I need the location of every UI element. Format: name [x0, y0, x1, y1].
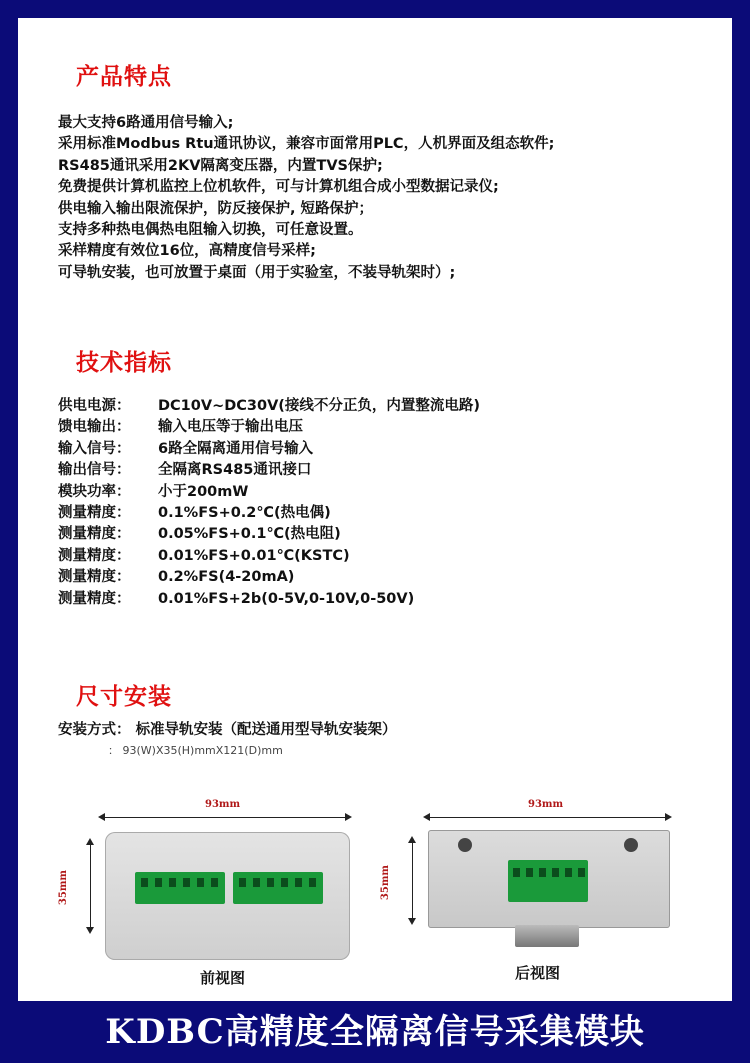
spec-label: 测量精度：	[58, 569, 131, 586]
feature-item: 采样精度有效位16位，高精度信号采样;	[58, 243, 316, 260]
spec-label: 输入信号：	[58, 440, 131, 457]
install-method	[58, 718, 397, 739]
front-height-label: 35mm	[58, 870, 69, 906]
specs-list	[58, 396, 480, 610]
spec-row	[58, 417, 480, 438]
feature-item: 支持多种热电偶热电阻输入切换，可任意设置。	[58, 222, 363, 239]
din-rail-bracket	[515, 925, 579, 947]
front-height-arrow	[90, 840, 91, 932]
spec-row	[58, 589, 480, 610]
feature-item: 供电输入输出限流保护，防反接保护, 短路保护；	[58, 200, 374, 217]
specs-title: 技术指标	[76, 350, 172, 376]
install-title: 尺寸安装	[76, 684, 172, 710]
install-method-value: 标准导轨安装（配送通用型导轨安装架）	[135, 722, 397, 738]
front-width-label: 93mm	[205, 799, 241, 810]
terminal-block-rs485	[508, 860, 588, 902]
spec-value: 小于200mW	[158, 483, 249, 500]
feature-item: 免费提供计算机监控上位机软件，可与计算机组合成小型数据记录仪;	[58, 179, 499, 196]
mounting-hole	[624, 838, 638, 852]
front-view-caption: 前视图	[200, 969, 246, 987]
spec-value: 0.2%FS(4-20mA)	[158, 569, 295, 586]
spec-value: DC10V~DC30V(接线不分正负，内置整流电路)	[158, 398, 481, 414]
install-method-label: 安装方式：	[58, 722, 131, 738]
back-view-caption: 后视图	[515, 964, 561, 982]
spec-label: 测量精度：	[58, 547, 131, 564]
terminal-block-left	[135, 872, 225, 904]
spec-row	[58, 567, 480, 588]
feature-item: 可导轨安装，也可放置于桌面（用于实验室，不装导轨架时）;	[58, 264, 456, 281]
spec-label: 供电电源：	[58, 398, 131, 414]
back-height-label: 35mm	[380, 865, 391, 901]
spec-label: 测量精度：	[58, 590, 131, 607]
spec-label: 馈电输出：	[58, 419, 131, 436]
spec-label: 测量精度：	[58, 526, 131, 543]
spec-value: 0.1%FS+0.2℃(热电偶)	[158, 505, 331, 522]
spec-row	[58, 460, 480, 481]
features-list	[58, 113, 554, 284]
spec-value: 0.01%FS+0.01℃(KSTC)	[158, 547, 350, 564]
spec-value: 输入电压等于输出电压	[158, 419, 303, 436]
spec-value: 0.05%FS+0.1℃(热电阻)	[158, 526, 341, 543]
back-view-device	[428, 830, 670, 928]
feature-item: RS485通讯采用2KV隔离变压器，内置TVS保护;	[58, 157, 383, 174]
back-width-label: 93mm	[528, 799, 564, 810]
footer-title: KDBC高精度全隔离信号采集模块	[105, 1012, 645, 1052]
terminal-block-right	[233, 872, 323, 904]
spec-label: 测量精度：	[58, 505, 131, 522]
spec-label: 输出信号：	[58, 462, 131, 479]
feature-item: 采用标准Modbus Rtu通讯协议，兼容市面常用PLC，人机界面及组态软件;	[58, 136, 555, 153]
back-height-arrow	[412, 838, 413, 923]
front-view-device	[105, 832, 350, 960]
spec-row	[58, 396, 480, 417]
front-width-arrow	[100, 817, 350, 818]
dimensions-text: ： 93(W)X35(H)mmX121(D)mm	[108, 744, 283, 757]
features-title: 产品特点	[76, 64, 172, 90]
back-width-arrow	[425, 817, 670, 818]
spec-value: 6路全隔离通用信号输入	[158, 440, 314, 457]
mounting-hole	[458, 838, 472, 852]
spec-row	[58, 482, 480, 503]
spec-row	[58, 503, 480, 524]
feature-item: 最大支持6路通用信号输入;	[58, 115, 234, 131]
spec-row	[58, 524, 480, 545]
spec-label: 模块功率：	[58, 483, 131, 500]
spec-value: 全隔离RS485通讯接口	[158, 462, 312, 479]
spec-row	[58, 439, 480, 460]
spec-value: 0.01%FS+2b(0-5V,0-10V,0-50V)	[158, 590, 415, 607]
spec-row	[58, 546, 480, 567]
